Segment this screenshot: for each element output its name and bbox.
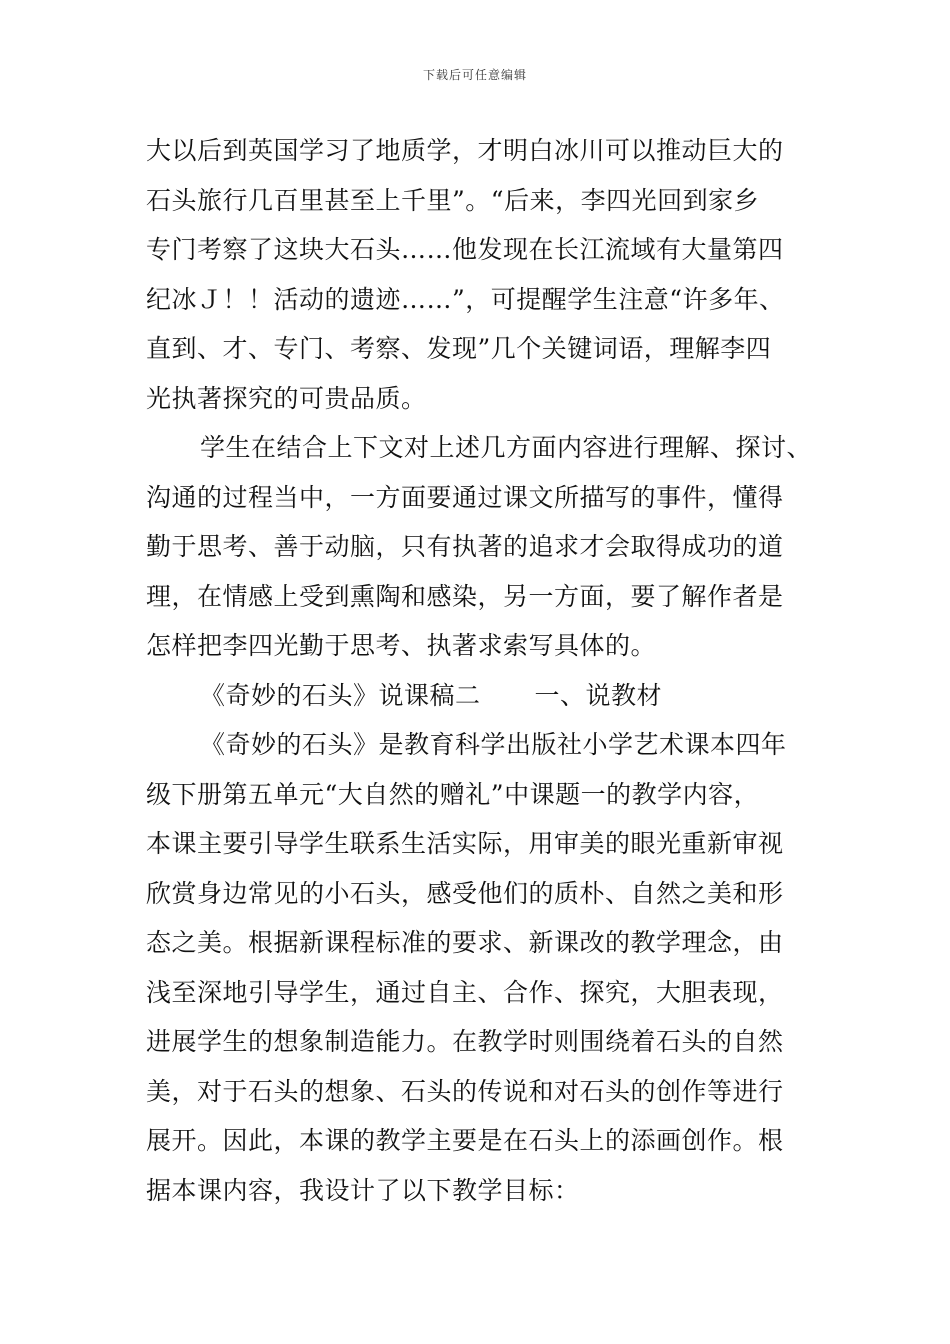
text-line: 理，在情感上受到熏陶和感染，另一方面，要了解作者是 (146, 581, 784, 611)
text-line: 怎样把李四光勤于思考、执著求索写具体的。 (146, 631, 657, 660)
document-title: 《奇妙的石头》说课稿二 (200, 680, 481, 710)
paragraph (146, 126, 826, 423)
document-body (146, 126, 826, 1215)
text-line: 大以后到英国学习了地质学，才明白冰川可以推动巨大的 (146, 136, 784, 165)
section-title: 一、说教材 (534, 680, 663, 710)
section-heading (146, 671, 826, 721)
text-line: 美，对于石头的想象、石头的传说和对石头的创作等进行 (146, 1076, 784, 1106)
text-line: 级下册第五单元“大自然的赠礼”中课题一的教学内容， (146, 779, 760, 809)
heading-line (146, 671, 826, 721)
paragraph (146, 720, 826, 1215)
text-line: 光执著探究的可贵品质。 (146, 383, 427, 413)
text-line: 浅至深地引导学生，通过自主、合作、探究，大胆表现， (146, 977, 784, 1007)
text-line: 态之美。根据新课程标准的要求、新课改的教学理念，由 (146, 928, 784, 957)
text-line: 欣赏身边常见的小石头，感受他们的质朴、自然之美和形 (146, 878, 784, 908)
text-line: 专门考察了这块大石头……他发现在长江流域有大量第四 (146, 235, 784, 264)
text-line: 本课主要引导学生联系生活实际，用审美的眼光重新审视 (146, 829, 784, 858)
text-line: 学生在结合上下文对上述几方面内容进行理解、探讨、 (200, 433, 813, 462)
page-header: 下载后可任意编辑 (422, 68, 527, 82)
text-line: 展开。因此，本课的教学主要是在石头上的添画创作。根 (146, 1126, 784, 1155)
text-line: 勤于思考、善于动脑，只有执著的追求才会取得成功的道 (146, 532, 784, 561)
text-line: 进展学生的想象制造能力。在教学时则围绕着石头的自然 (146, 1027, 784, 1056)
text-line: 直到、才、专门、考察、发现”几个关键词语，理解李四 (146, 334, 772, 363)
text-line: 纪冰Ｊ！！活动的遗迹……”，可提醒学生注意“许多年、 (146, 284, 785, 314)
paragraph (146, 423, 826, 671)
text-line: 据本课内容，我设计了以下教学目标： (146, 1175, 580, 1205)
text-line: 石头旅行几百里甚至上千里”。“后来，李四光回到家乡 (146, 185, 760, 215)
text-line: 《奇妙的石头》是教育科学出版社小学艺术课本四年 (200, 730, 787, 759)
text-line: 沟通的过程当中，一方面要通过课文所描写的事件，懂得 (146, 482, 784, 512)
